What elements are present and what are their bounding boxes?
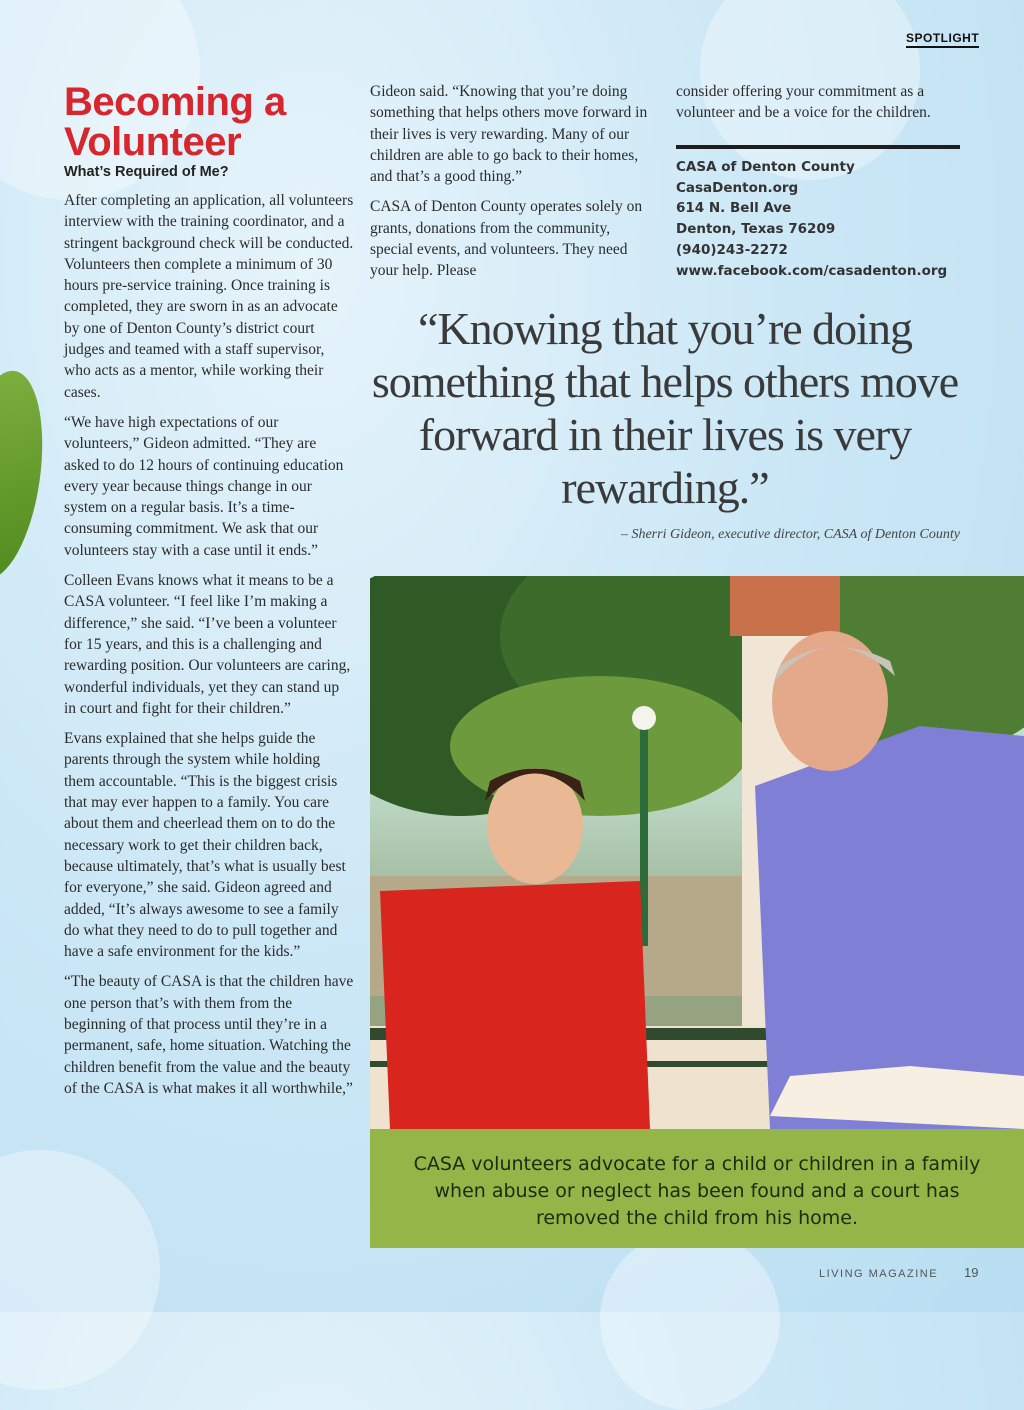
paragraph: “The beauty of CASA is that the children have one person that’s with them from the beginning of that process until they’re in a permanent, safe, home situation. Watching the children benefit from the value and the beauty of the CASA is what makes it all worthwhile,” [64,973,354,1097]
page-number: 19 [964,1265,979,1280]
paragraph: CASA of Denton County operates solely on grants, donations from the community, special events, and volunteers. They need your help. Please [370,198,643,280]
street-address: 614 N. Bell Ave [676,200,792,217]
paragraph: After completing an application, all volunteers interview with the training coordinator, and a stringent background check will be conducted. Volunteers then complete a minimum of 30 hours pre-service training. Once training is completed, they are sworn in as an advocate by one of Denton County’s district court judges and teamed with a staff supervisor, who acts as a mentor, while working their cases. [64,192,354,401]
photo-illustration [370,576,1024,1129]
section-label: SPOTLIGHT [906,31,979,48]
org-name: CASA of Denton County [676,159,855,175]
article-column-1 [64,190,354,1108]
leaf-decoration [0,365,54,584]
facebook-link[interactable]: www.facebook.com/casadenton.org [676,262,948,279]
phone-number: (940)243-2272 [676,241,788,258]
paragraph: consider offering your commitment as a volunteer and be a voice for the children. [676,83,931,122]
website-link[interactable]: CasaDenton.org [676,179,799,196]
article-column-3 [676,81,966,133]
photo-caption: CASA volunteers advocate for a child or children in a family when abuse or neglect has been found and a court has removed the child from his home. [370,1129,1024,1248]
article-column-2 [370,81,654,291]
contact-block [676,157,976,281]
paragraph: “We have high expectations of our volunteers,” Gideon admitted. “They are asked to do 12 hours of continuing education every year because things change in our system on a regular basis. It’s a time-consuming commitment. We ask that our volunteers stay with a case until it ends.” [64,413,344,559]
paragraph: Gideon said. “Knowing that you’re doing something that helps others move forward in their lives is very rewarding. Many of our children are able to go back to their homes, and that’s a good thing.” [370,83,648,186]
city-address: Denton, Texas 76209 [676,221,836,238]
article-title: Becoming a Volunteer [64,80,286,164]
pull-quote: “Knowing that you’re doing something that helps others move forward in their lives is very rewarding.” [371,303,959,513]
background-bokeh [0,1150,160,1390]
magazine-name: LIVING MAGAZINE [819,1268,939,1280]
paragraph: Evans explained that she helps guide the parents through the system while holding them accountable. “This is the biggest crisis that may ever happen to a family. You care about them and cheerlead them on to do the necessary work to get their children back, because ultimately, that’s what is usually best for everyone,” she said. Gideon agreed and added, “It’s always awesome to see a family do what they need to do to pull together and have a safe environment for the kids.” [64,730,346,961]
background-bokeh [600,1230,780,1410]
article-subtitle: What’s Required of Me? [64,164,229,180]
divider [676,145,960,149]
paragraph: Colleen Evans knows what it means to be a CASA volunteer. “I feel like I’m making a difference,” she said. “I’ve been a volunteer for 15 years, and this is a challenging and rewarding position. Our volunteers are caring, wonderful individuals, yet they can stand up in court and fight for their children.” [64,572,351,717]
feature-photo [370,576,1024,1129]
pull-quote-attribution: – Sherri Gideon, executive director, CASA of Denton County [620,527,960,542]
